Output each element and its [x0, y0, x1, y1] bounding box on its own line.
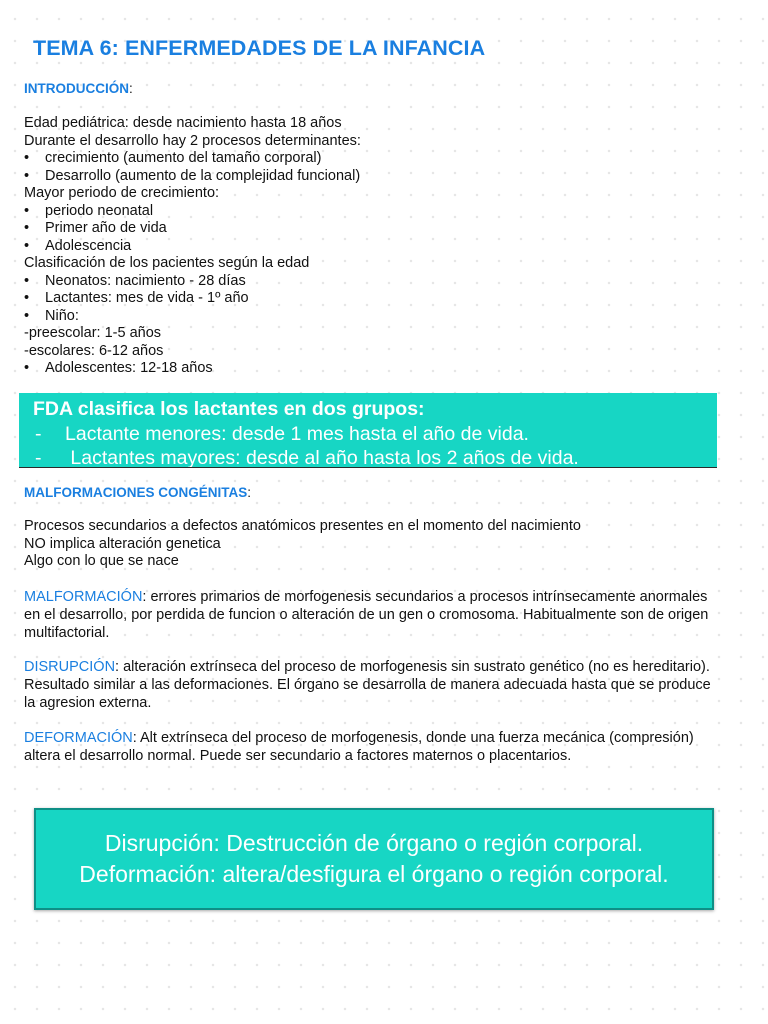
definition-disrupcion	[24, 658, 714, 712]
dash-marker: -	[35, 423, 42, 445]
text-line: Procesos secundarios a defectos anatómicos presentes en el momento del nacimiento	[24, 518, 581, 534]
fda-callout-item-text: Lactantes mayores: desde al año hasta los 2 años de vida.	[65, 447, 579, 468]
summary-line: Deformación: altera/desfigura el órgano o región corporal.	[79, 861, 669, 887]
fda-callout-item-text: Lactante menores: desde 1 mes hasta el año de vida.	[65, 423, 529, 445]
bullet-item: • Primer año de vida	[24, 220, 361, 238]
definition-term: DISRUPCIÓN	[24, 659, 116, 675]
definition-text: : errores primarios de morfogenesis secundarios a procesos intrínsecamente anormales en el desarrollo, por perdida de funcion o alteración de un gen o cromosoma. Habitualmente son de origen multifactorial.	[24, 589, 709, 641]
dash-marker: -	[35, 447, 42, 468]
malformaciones-heading-colon: :	[247, 485, 252, 500]
intro-text	[24, 115, 361, 378]
fda-callout	[19, 393, 717, 468]
text-line: Mayor periodo de crecimiento:	[24, 185, 220, 201]
fda-callout-item	[33, 422, 717, 446]
bullet-item: • periodo neonatal	[24, 203, 361, 221]
text-line: -preescolar: 1-5 años	[24, 325, 162, 341]
summary-line: Disrupción: Destrucción de órgano o región corporal.	[104, 830, 644, 856]
definition-deformacion	[24, 729, 714, 765]
intro-heading	[24, 81, 133, 96]
page-title: TEMA 6: ENFERMEDADES DE LA INFANCIA	[33, 36, 486, 60]
malformaciones-heading-label: MALFORMACIONES CONGÉNITAS	[24, 485, 248, 500]
malformaciones-heading	[24, 485, 251, 500]
text-line: Algo con lo que se nace	[24, 553, 179, 569]
text-line: Clasificación de los pacientes según la edad	[24, 255, 310, 271]
definition-term: DEFORMACIÓN	[24, 730, 133, 746]
bullet-item: • Niño:	[24, 308, 361, 326]
bullet-item: • Adolescentes: 12-18 años	[24, 360, 361, 378]
intro-heading-label: INTRODUCCIÓN	[24, 81, 129, 96]
bullet-item: • Desarrollo (aumento de la complejidad funcional)	[24, 168, 361, 186]
bullet-item: • Neonatos: nacimiento - 28 días	[24, 273, 361, 291]
bullet-item: • Lactantes: mes de vida - 1º año	[24, 290, 361, 308]
intro-heading-colon: :	[129, 81, 133, 96]
bullet-item: • crecimiento (aumento del tamaño corporal)	[24, 150, 361, 168]
text-line: Edad pediátrica: desde nacimiento hasta 18 años	[24, 115, 342, 131]
malformaciones-text	[24, 518, 581, 571]
text-line: NO implica alteración genetica	[24, 535, 221, 552]
definition-malformacion	[24, 588, 714, 642]
bullet-item: • Adolescencia	[24, 238, 361, 256]
fda-callout-item	[33, 446, 717, 468]
definition-text: : alteración extrínseca del proceso de morfogenesis sin sustrato genético (no es hereditario). Resultado similar a las deformaciones. El órgano se desarrolla de manera adecuada hasta que se produce la agresion externa.	[24, 659, 711, 711]
definition-text: : Alt extrínseca del proceso de morfogenesis, donde una fuerza mecánica (compresión) altera el desarrollo normal. Puede ser secundario a factores maternos o placentarios.	[24, 730, 694, 764]
definition-term: MALFORMACIÓN	[24, 589, 143, 605]
fda-callout-title: FDA clasifica los lactantes en dos grupos:	[33, 398, 425, 420]
summary-callout	[34, 808, 714, 910]
text-line: -escolares: 6-12 años	[24, 342, 164, 359]
text-line: Durante el desarrollo hay 2 procesos determinantes:	[24, 132, 361, 149]
